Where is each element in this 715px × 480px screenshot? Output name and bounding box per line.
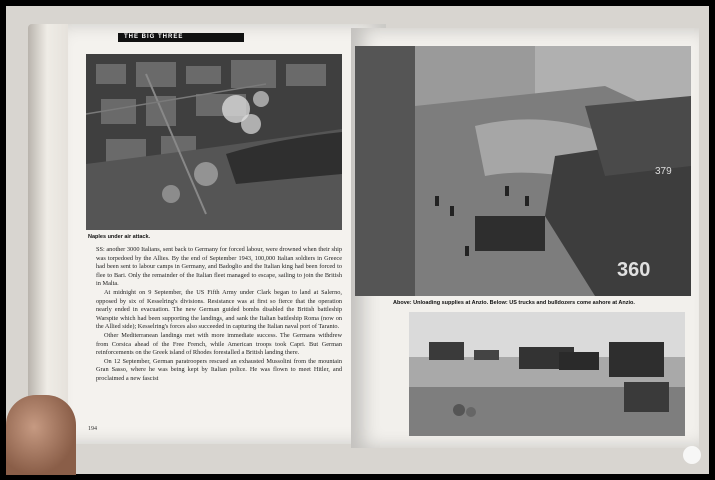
right-page (351, 28, 699, 448)
thumb (6, 395, 76, 475)
chapter-header: THE BIG THREE (118, 33, 244, 42)
anzio-photo (355, 46, 691, 296)
corner-logo (683, 446, 701, 464)
beach-landing-photo (409, 312, 685, 436)
paragraph: Other Mediterranean landings met with more immediate success. The Germans withdrew from Corsica ahead of the Free French, while American troops took Capri. But German reinforcements on the Greek island of Rhodes forestalled a British landing there. (96, 331, 342, 357)
paragraph: At midnight on 9 September, the US Fifth Army under Clark began to land at Salerno, opposed by six of Kesselring's divisions. Resistance was at first so fierce that the operation nearly ended in evacuation. The new German guided bombs disabled the British battleship Warspite which had been supporting the landings, and sank the Italian battleship Roma (now on the Allied side); Kesselring's forces also succeeded in capturing the Italian naval port of Taranto. (96, 288, 342, 331)
naples-photo (86, 54, 342, 230)
photo-frame (6, 6, 709, 474)
ship-number-360: 360 (617, 259, 651, 281)
paragraph: SS: another 3000 Italians, sent back to Germany for forced labour, were drowned when their ship was torpedoed by the Allies. By the end of September 1943, 100,000 Italian soldiers in Greece had been sent to labour camps in Germany, and Badoglio and the Italian king had been forced to flee to Bari. Only the remainder of the Italian fleet managed to escape, sailing to join the British in Malta. (96, 246, 342, 288)
body-text (96, 246, 342, 384)
naples-caption: Naples under air attack. (88, 234, 151, 240)
anzio-caption: Above: Unloading supplies at Anzio. Below: US trucks and bulldozers come ashore at Anzio. (393, 300, 635, 306)
paragraph: On 12 September, German paratroopers rescued an exhausted Mussolini from the mountain Gran Sasso, where he was being kept by Italian police. He was flown to meet Hitler, and proclaimed a new fascist (96, 357, 342, 382)
ship-number-379: 379 (655, 166, 672, 177)
left-page (68, 24, 386, 444)
page-number: 194 (88, 426, 97, 432)
